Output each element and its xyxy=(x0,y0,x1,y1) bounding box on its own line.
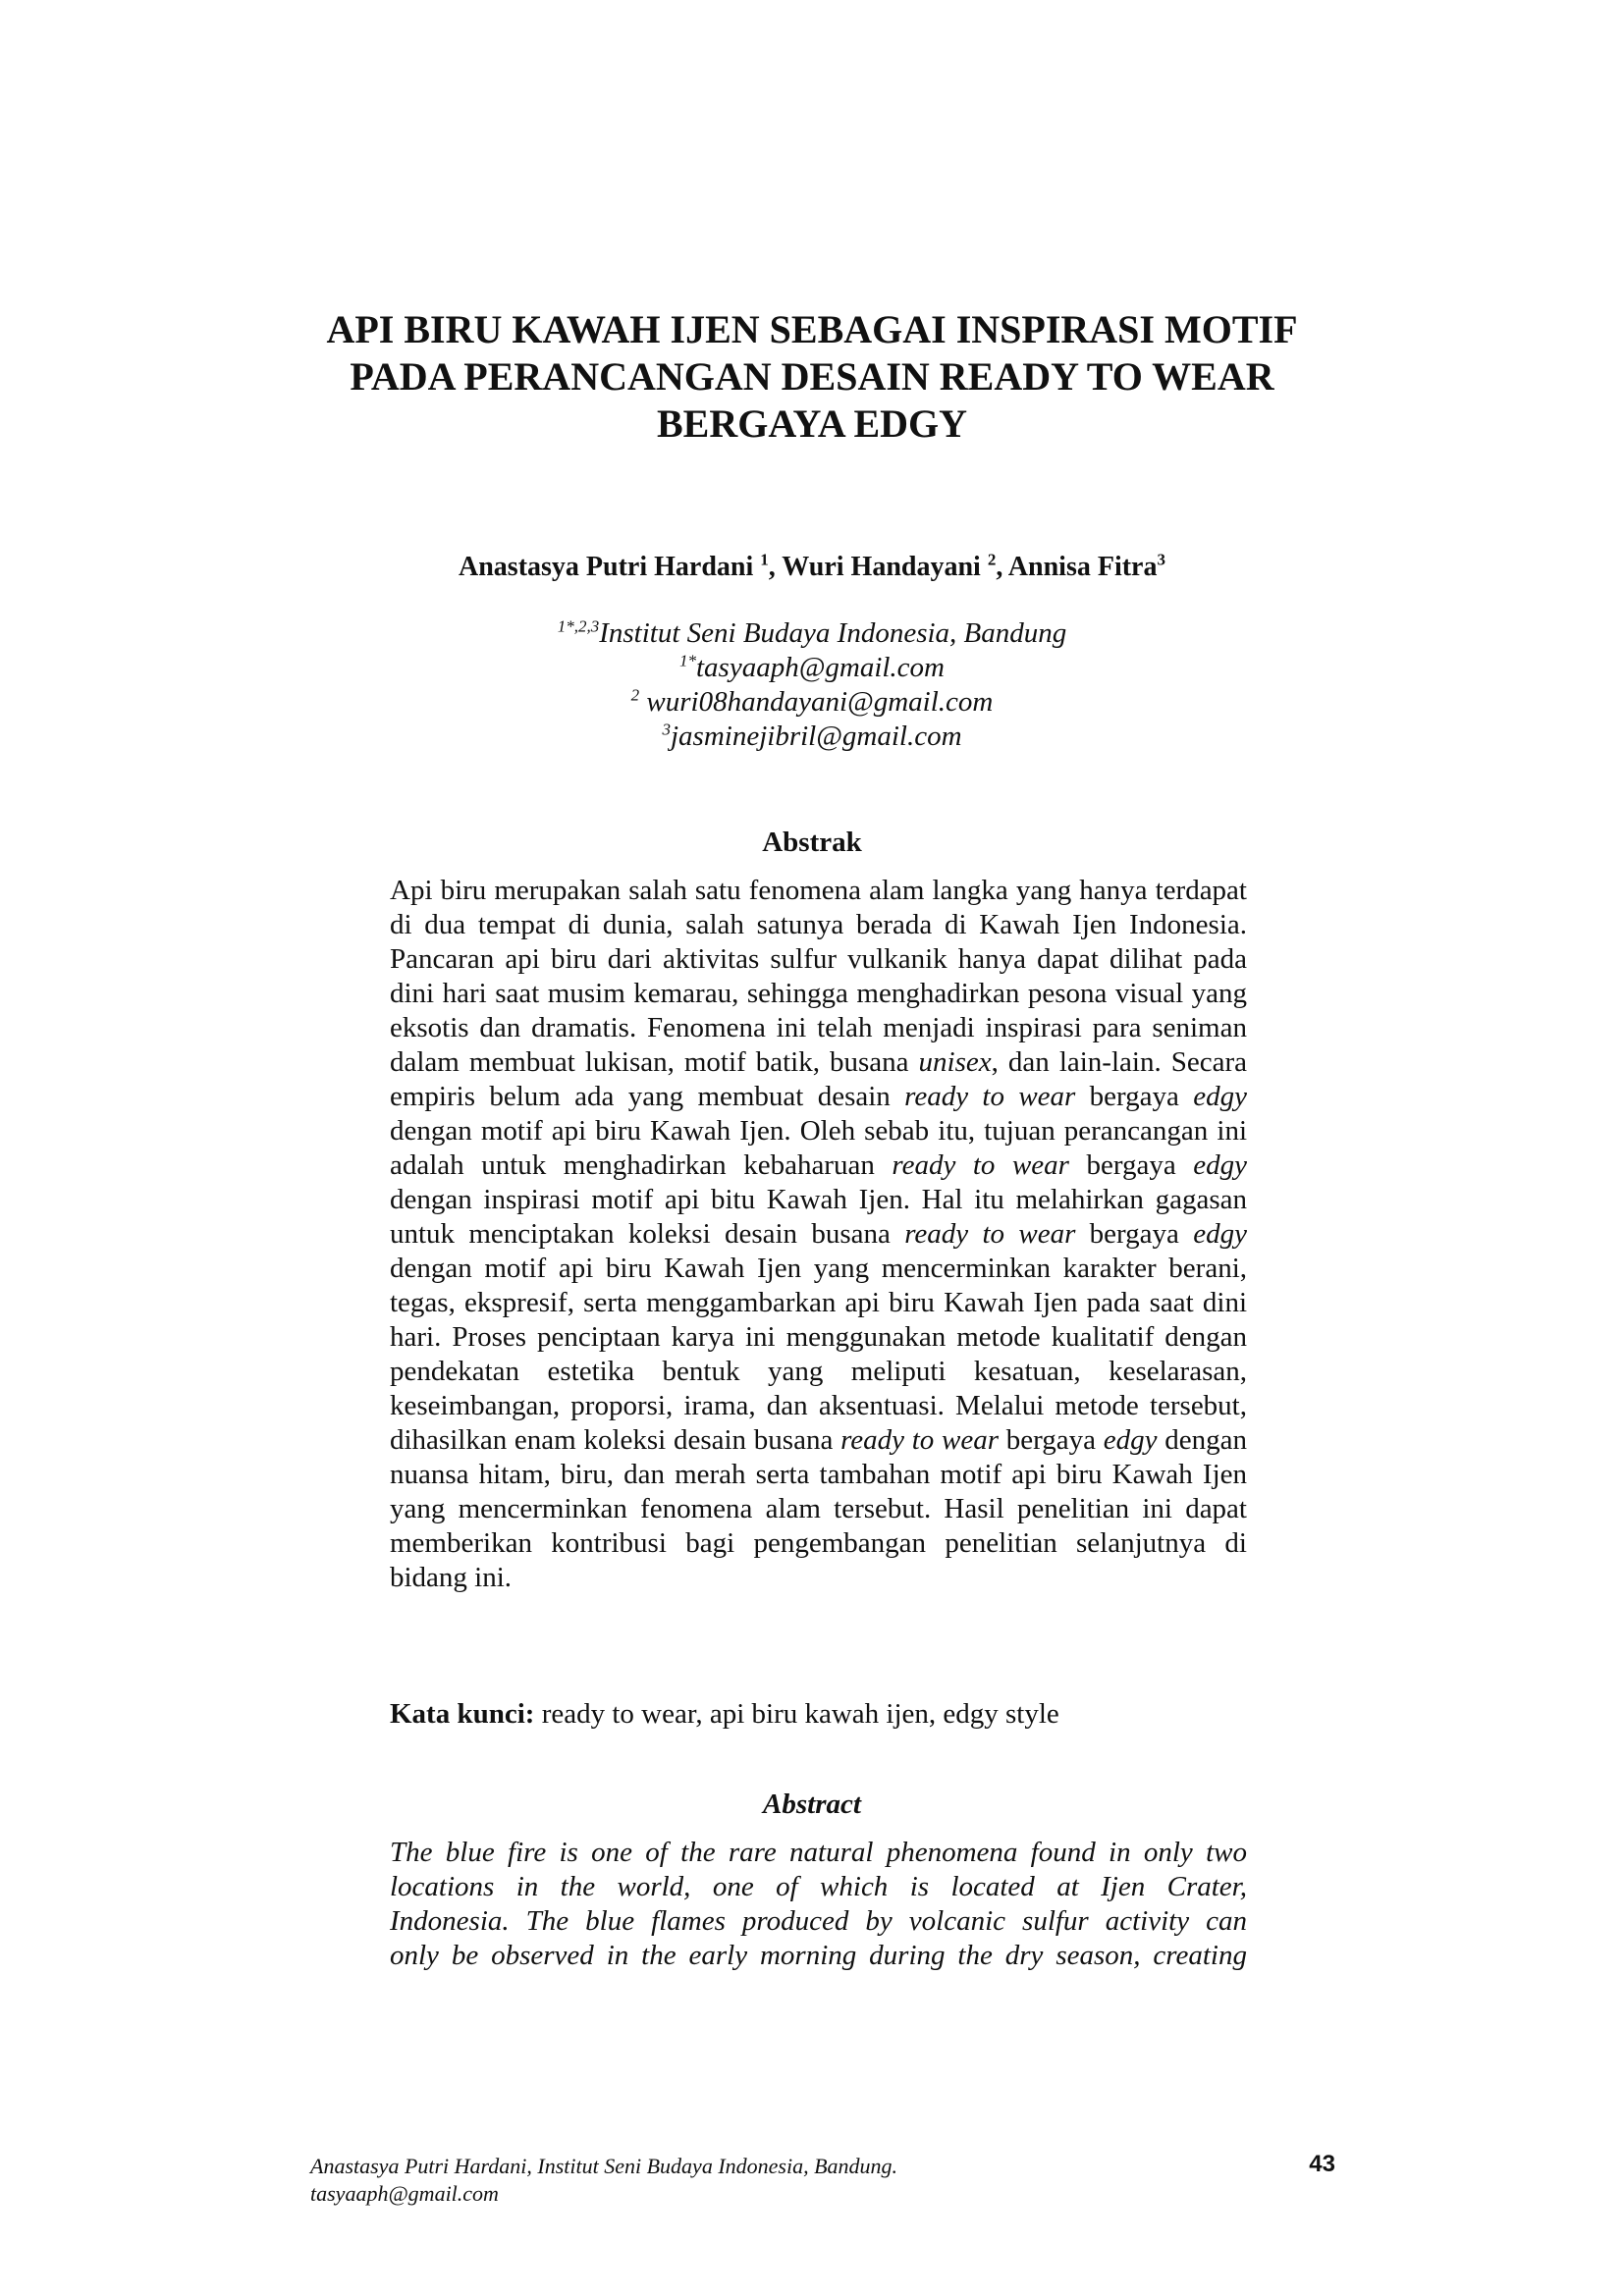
title-line: BERGAYA EDGY xyxy=(656,401,968,446)
author-separator: , xyxy=(996,552,1008,582)
abstract-line: only be observed in the early morning during the dry season, creating xyxy=(390,1940,1247,1971)
footer-author-line: Anastasya Putri Hardani, Institut Seni Budaya Indonesia, Bandung. xyxy=(310,2154,898,2178)
page-footer xyxy=(310,2153,1194,2208)
abstrak-text: bergaya xyxy=(1075,1081,1194,1112)
author-email: wuri08handayani@gmail.com xyxy=(639,686,994,718)
affiliation-block xyxy=(295,616,1329,754)
keywords-text: ready to wear, api biru kawah ijen, edgy style xyxy=(534,1698,1059,1730)
email-sup: 3 xyxy=(662,720,671,739)
email-line xyxy=(295,651,1329,685)
abstrak-heading: Abstrak xyxy=(762,827,862,858)
page-number: 43 xyxy=(1309,2151,1335,2177)
abstrak-text: bergaya xyxy=(999,1424,1104,1456)
title-line: API BIRU KAWAH IJEN SEBAGAI INSPIRASI MOTIF xyxy=(326,307,1298,351)
abstrak-italic-term: ready to wear xyxy=(840,1424,1000,1456)
abstract-body xyxy=(390,1836,1247,1973)
footer-email-line: tasyaaph@gmail.com xyxy=(310,2181,499,2206)
author-affil-sup: 1 xyxy=(760,550,769,569)
abstrak-text: bergaya xyxy=(1068,1149,1194,1181)
abstrak-italic-term: edgy xyxy=(1103,1424,1158,1456)
abstrak-text: dengan motif api biru Kawah Ijen yang mencerminkan karakter berani, tegas, ekspresif, serta menggambarkan api biru Kawah Ijen pada saat dini hari. Proses penciptaan karya ini menggunakan metode kualitatif dengan pendekatan estetika bentuk yang meliputi kesatuan, keselarasan, keseimbangan, proporsi, irama, dan aksentuasi. Melalui metode tersebut, dihasilkan enam koleksi desain busana xyxy=(390,1253,1247,1456)
abstrak-text: dengan motif api biru Kawah Ijen. Oleh sebab itu, tujuan perancangan ini adalah untuk menghadirkan kebaharuan xyxy=(390,1115,1247,1181)
abstrak-italic-term: ready to wear xyxy=(892,1149,1069,1181)
email-line xyxy=(295,685,1329,720)
abstrak-italic-term: ready to wear xyxy=(904,1218,1076,1250)
abstrak-text: Api biru merupakan salah satu fenomena alam langka yang hanya terdapat di dua tempat di dunia, salah satunya berada di Kawah Ijen Indonesia. Pancaran api biru dari aktivitas sulfur vulkanik hanya dapat dilihat pada dini hari saat musim kemarau, sehingga menghadirkan pesona visual yang eksotis dan dramatis. Fenomena ini telah menjadi inspirasi para seniman dalam membuat lukisan, motif batik, busana xyxy=(390,875,1247,1078)
abstrak-text: bergaya xyxy=(1075,1218,1194,1250)
abstrak-text: dengan inspirasi motif api bitu Kawah Ijen. Hal itu melahirkan gagasan untuk menciptakan koleksi desain busana xyxy=(390,1184,1247,1250)
abstrak-italic-term: edgy xyxy=(1193,1149,1248,1181)
abstrak-italic-term: ready to wear xyxy=(904,1081,1076,1112)
keywords-line xyxy=(390,1696,1247,1732)
institution-name: Institut Seni Budaya Indonesia, Bandung xyxy=(599,617,1067,649)
author-affil-sup: 2 xyxy=(987,550,997,569)
author-name: Wuri Handayani xyxy=(782,552,988,582)
abstract-line: Indonesia. The blue flames produced by volcanic sulfur activity can xyxy=(390,1905,1247,1937)
abstrak-italic-term: edgy xyxy=(1193,1081,1248,1112)
author-email: jasminejibril@gmail.com xyxy=(670,721,962,752)
abstrak-italic-term: edgy xyxy=(1193,1218,1247,1250)
abstrak-italic-term: unisex xyxy=(918,1046,992,1078)
abstrak-text: , dan lain-lain. Secara empiris belum ada yang membuat desain xyxy=(390,1046,1247,1112)
author-affil-sup: 3 xyxy=(1157,550,1165,569)
paper-title xyxy=(295,306,1329,448)
title-line: PADA PERANCANGAN DESAIN READY TO WEAR xyxy=(350,354,1274,399)
abstract-line: The blue fire is one of the rare natural phenomena found in only two xyxy=(390,1837,1247,1868)
author-separator: , xyxy=(768,552,783,582)
email-sup: 2 xyxy=(630,685,640,705)
author-email: tasyaaph@gmail.com xyxy=(695,652,945,683)
email-line xyxy=(295,720,1329,754)
author-name: Anastasya Putri Hardani xyxy=(459,552,761,582)
abstrak-body xyxy=(390,874,1247,1595)
institution-sup: 1*,2,3 xyxy=(557,616,600,636)
author-name: Annisa Fitra xyxy=(1007,552,1158,582)
abstract-heading: Abstract xyxy=(763,1789,861,1820)
institution-line xyxy=(295,616,1329,651)
author-list xyxy=(295,550,1329,585)
abstrak-text: dengan nuansa hitam, biru, dan merah serta tambahan motif api biru Kawah Ijen yang mencerminkan fenomena alam tersebut. Hasil penelitian ini dapat memberikan kontribusi bagi pengembangan penelitian selanjutnya di bidang ini. xyxy=(390,1424,1247,1593)
email-sup: 1* xyxy=(678,651,696,670)
abstract-line: locations in the world, one of which is located at Ijen Crater, xyxy=(390,1871,1247,1902)
keywords-label: Kata kunci: xyxy=(390,1698,535,1730)
